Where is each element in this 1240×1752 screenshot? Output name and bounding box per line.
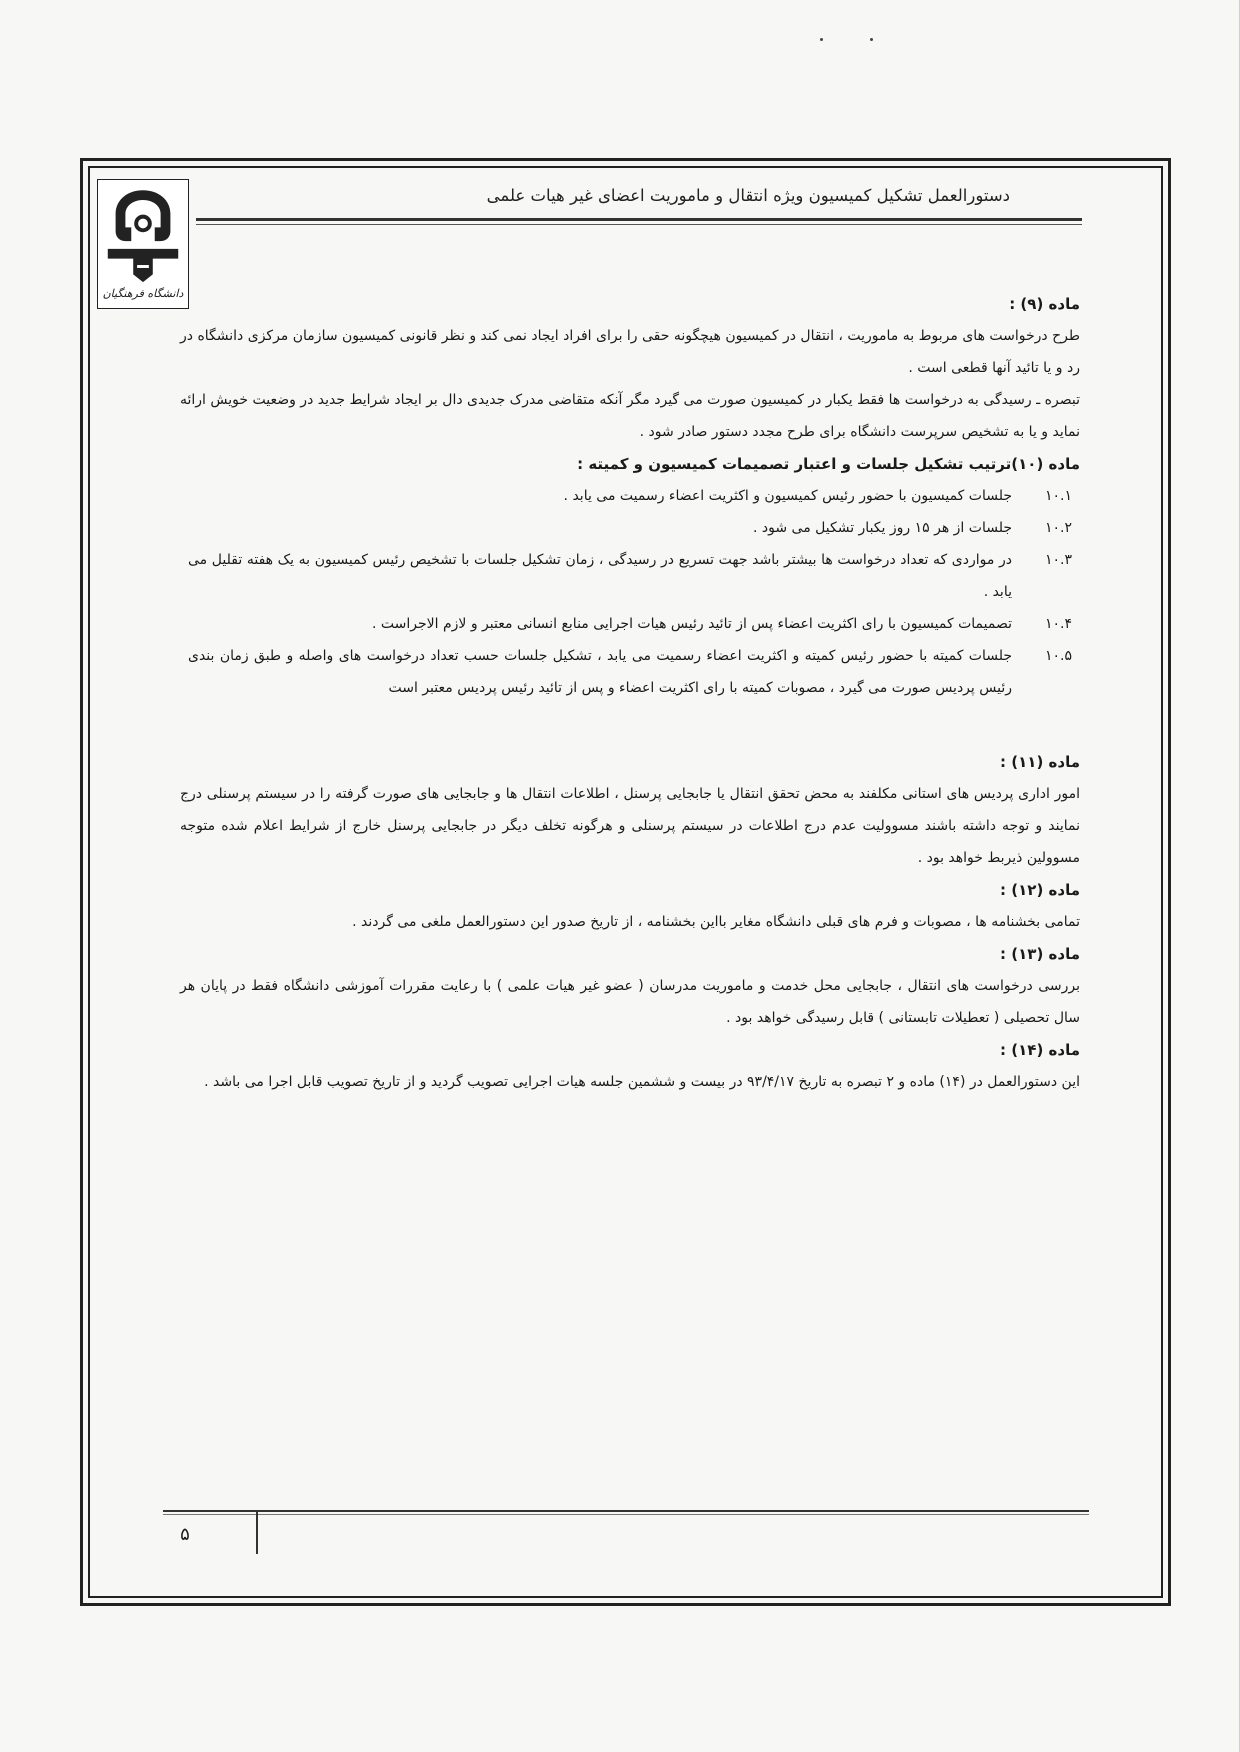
list-item-text: تصمیمات کمیسیون با رای اکثریت اعضاء پس از تائید رئیس هیات اجرایی منابع انسانی معتبر و لازم الاجراست .: [371, 616, 1012, 632]
article-10-heading: ماده (۱۰)ترتیب تشکیل جلسات و اعتبار تصمیمات کمیسیون و کمیته :: [577, 455, 1080, 473]
document-body: [180, 288, 1080, 1098]
footer-rule: [163, 1510, 1089, 1512]
list-item-text: جلسات کمیسیون با حضور رئیس کمیسیون و اکثریت اعضاء رسمیت می یابد .: [563, 488, 1012, 504]
scan-dot: [870, 38, 873, 41]
article-11-text: امور اداری پردیس های استانی مکلفند به محض تحقق انتقال یا جابجایی پرسنل ، اطلاعات انتقال ها و جابجایی های صورت گرفته را در سیستم پرسنلی درج نمایند و توجه داشته باشند مسوولیت عدم درج اطلاعات در سیستم پرسنلی و هرگونه تخلف دیگر در جابجایی پرسنل خارج از شرایط اعلام شده متوجه مسوولین ذیربط خواهد بود .: [180, 786, 1080, 866]
list-item: [180, 608, 1080, 640]
article-13-text: بررسی درخواست های انتقال ، جابجایی محل خدمت و ماموریت مدرسان ( عضو غیر هیات علمی ) با رعایت مقررات آموزشی دانشگاه فقط در پایان هر سال تحصیلی ( تعطیلات تابستانی ) قابل رسیدگی خواهد بود .: [180, 978, 1080, 1026]
list-item-text: جلسات از هر ۱۵ روز یکبار تشکیل می شود .: [752, 520, 1012, 536]
document-title: دستورالعمل تشکیل کمیسیون ویژه انتقال و ماموریت اعضای غیر هیات علمی: [486, 186, 1010, 205]
article-14-text: این دستورالعمل در (۱۴) ماده و ۲ تبصره به تاریخ ۹۳/۴/۱۷ در بیست و ششمین جلسه هیات اجرایی تصویب گردید و از تاریخ تصویب قابل اجرا می باشد .: [204, 1074, 1080, 1090]
scan-dot: [820, 38, 823, 41]
list-item-number: ۱۰.۲: [1044, 520, 1072, 536]
article-9-heading: ماده (۹) :: [1009, 295, 1080, 313]
list-item: [180, 544, 1080, 608]
article-9-note: تبصره ـ رسیدگی به درخواست ها فقط یکبار در کمیسیون صورت می گیرد مگر آنکه متقاضی مدرک جدیدی دال بر ایجاد شرایط جدید در وضعیت خویش ارائه نماید و یا به تشخیص سرپرست دانشگاه برای طرح مجدد دستور صادر شود .: [180, 392, 1080, 440]
footer-divider: [256, 1512, 258, 1554]
article-9-text: طرح درخواست های مربوط به ماموریت ، انتقال در کمیسیون هیچگونه حقی را برای افراد ایجاد نمی کند و نظر قانونی کمیسیون سازمان مرکزی دانشگاه در رد و یا تائید آنها قطعی است .: [180, 328, 1080, 376]
list-item: [180, 512, 1080, 544]
list-item-number: ۱۰.۴: [1044, 616, 1072, 632]
list-item-number: ۱۰.۵: [1044, 648, 1072, 664]
header-rule: [196, 218, 1082, 221]
list-item-number: ۱۰.۳: [1044, 552, 1072, 568]
logo-caption: دانشگاه فرهنگیان: [102, 287, 184, 300]
article-11-heading: ماده (۱۱) :: [1000, 753, 1080, 771]
article-13-heading: ماده (۱۳) :: [1000, 945, 1080, 963]
list-item-text: در مواردی که تعداد درخواست ها بیشتر باشد جهت تسریع در رسیدگی ، زمان تشکیل جلسات با تشخیص رئیس کمیسیون به یک هفته تقلیل می یابد .: [188, 552, 1012, 600]
list-item: [180, 640, 1080, 704]
university-logo: [97, 179, 189, 309]
article-12-text: تمامی بخشنامه ها ، مصوبات و فرم های قبلی دانشگاه مغایر بااین بخشنامه ، از تاریخ صدور این دستورالعمل ملغی می گردند .: [352, 914, 1080, 930]
list-item-number: ۱۰.۱: [1044, 488, 1072, 504]
header-rule-thin: [196, 224, 1082, 225]
page-number: ۵: [180, 1524, 190, 1545]
section-spacer: [180, 704, 1080, 746]
footer-rule-thin: [163, 1514, 1089, 1515]
list-item: [180, 480, 1080, 512]
article-14-heading: ماده (۱۴) :: [1000, 1041, 1080, 1059]
list-item-text: جلسات کمیته با حضور رئیس کمیته و اکثریت اعضاء رسمیت می یابد ، تشکیل جلسات حسب تعداد درخواست های واصله و طبق زمان بندی رئیس پردیس صورت می گیرد ، مصوبات کمیته با رای اکثریت اعضاء و پس از تائید رئیس پردیس معتبر است: [188, 648, 1012, 696]
article-12-heading: ماده (۱۲) :: [1000, 881, 1080, 899]
